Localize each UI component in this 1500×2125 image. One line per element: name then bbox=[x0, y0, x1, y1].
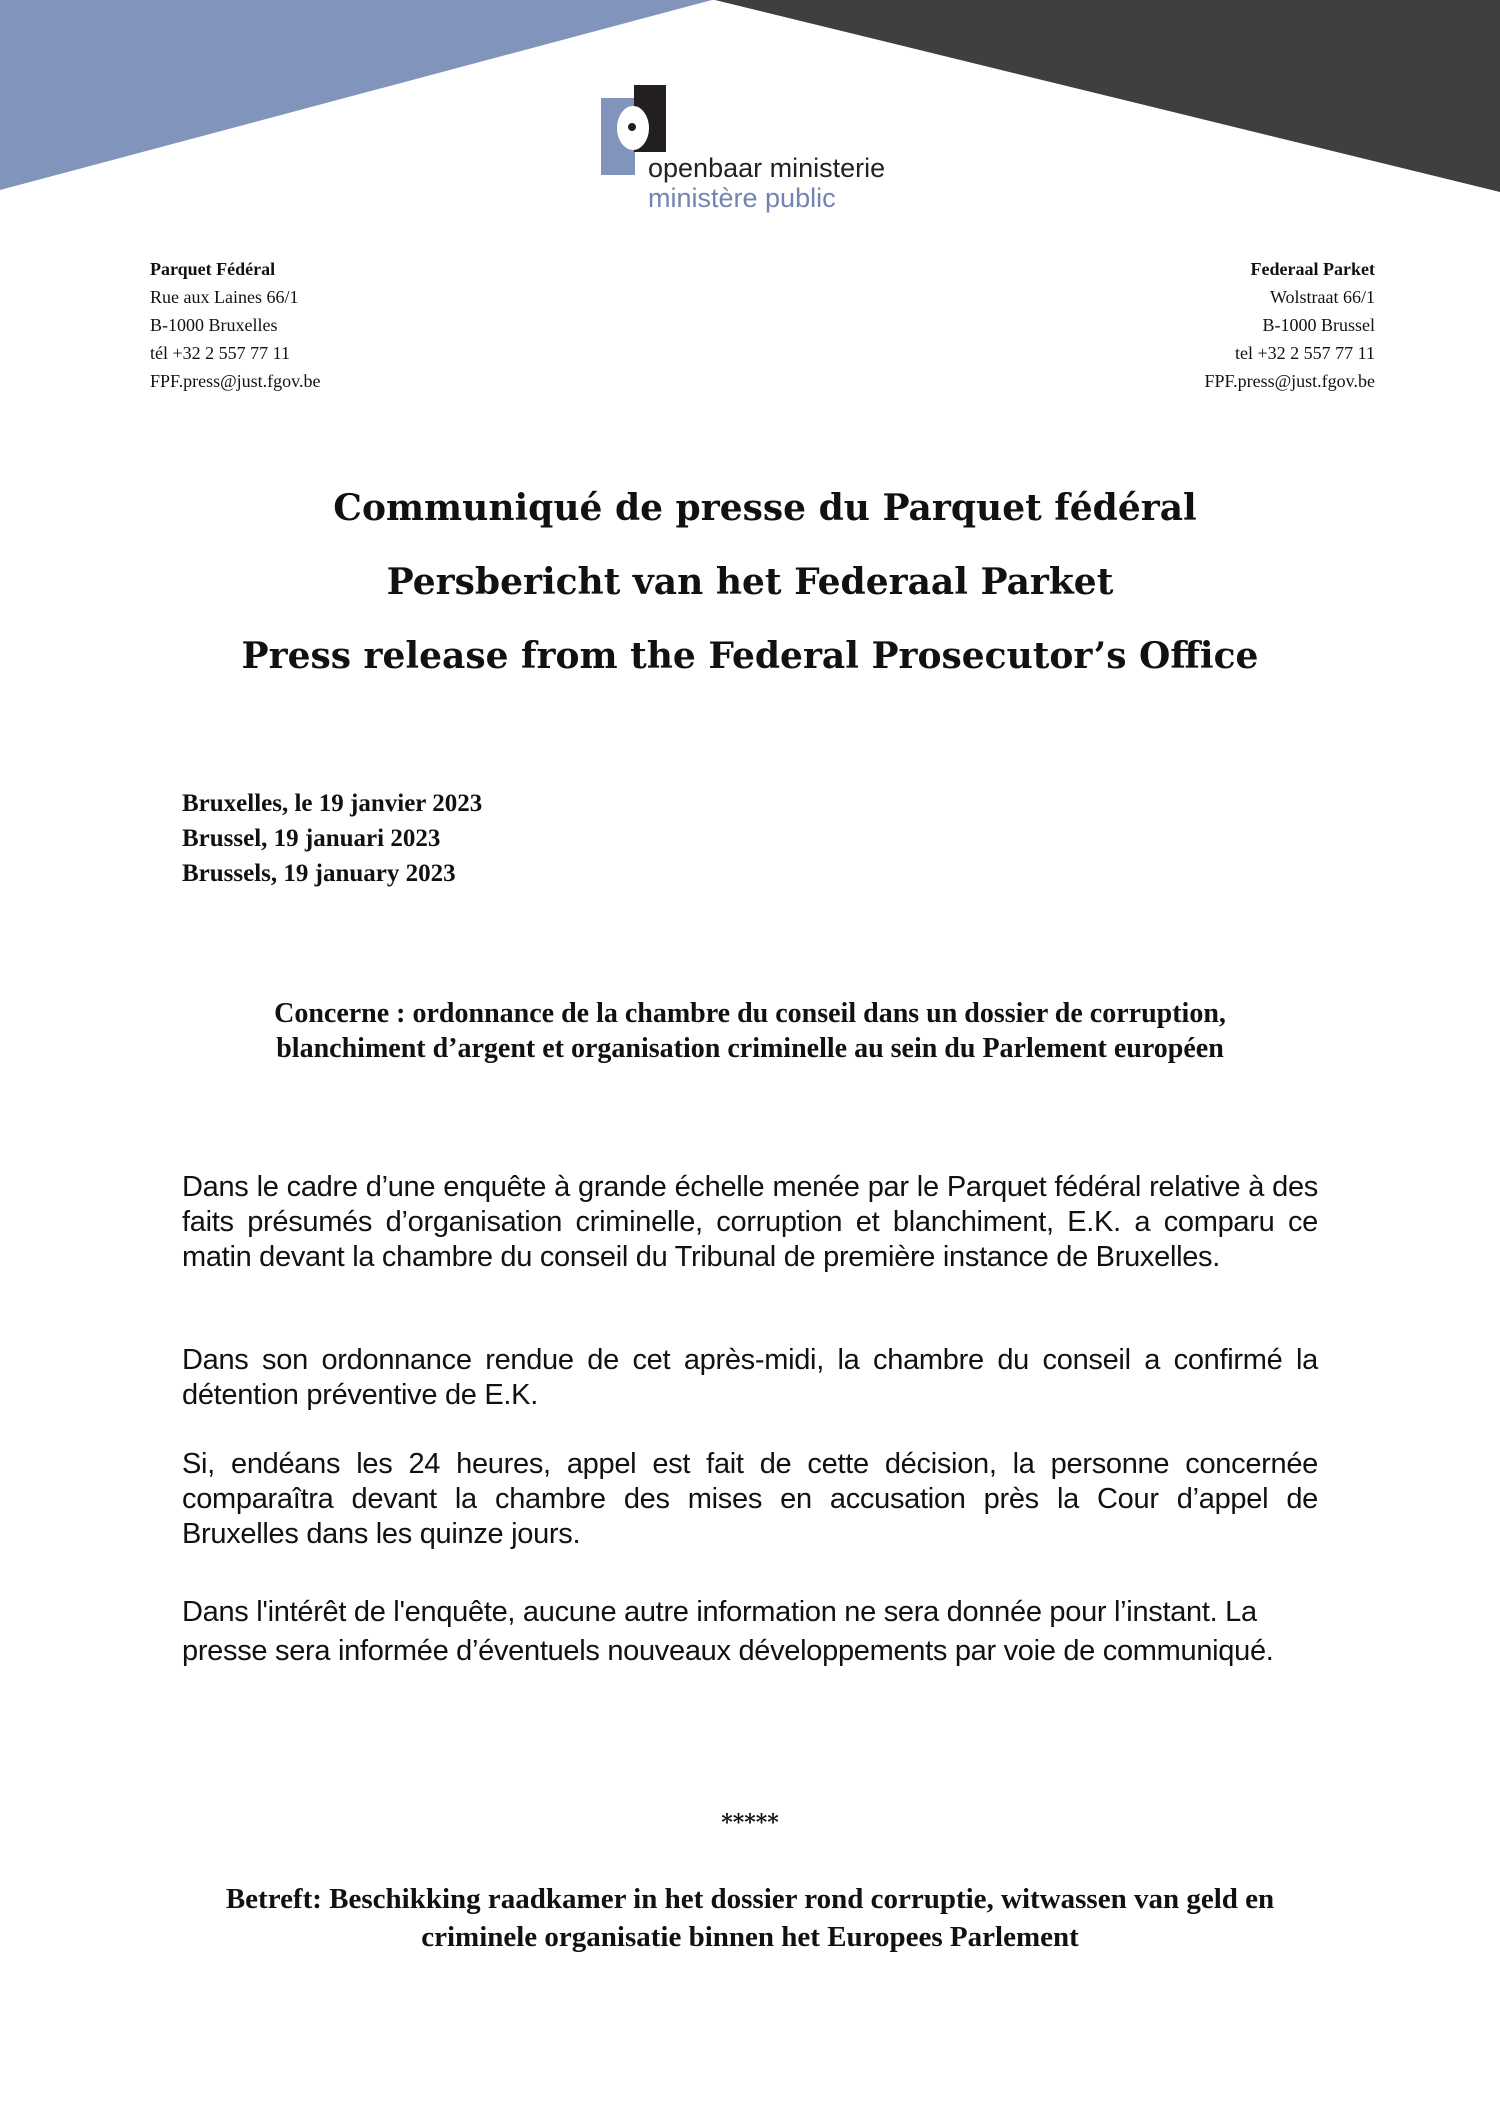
title-french: Communiqué de presse du Parquet fédéral bbox=[333, 487, 1197, 529]
street: Wolstraat 66/1 bbox=[1269, 287, 1375, 307]
city: B-1000 Bruxelles bbox=[150, 315, 278, 335]
email-link[interactable]: FPF.press@just.fgov.be bbox=[1204, 371, 1375, 391]
title-english: Press release from the Federal Prosecutor’s Office bbox=[241, 635, 1259, 677]
phone: tel +32 2 557 77 11 bbox=[1235, 343, 1375, 363]
office-name: Parquet Fédéral bbox=[150, 259, 276, 279]
date-dutch: Brussel, 19 januari 2023 bbox=[182, 825, 441, 852]
subject-heading-dutch: Betreft: Beschikking raadkamer in het dossier rond corruptie, witwassen van geld en criminele organisatie binnen het Europees Parlement bbox=[225, 1883, 1275, 1953]
separator: ***** bbox=[721, 1810, 779, 1836]
city: B-1000 Brussel bbox=[1262, 315, 1375, 335]
office-name: Federaal Parket bbox=[1250, 259, 1375, 279]
date-french: Bruxelles, le 19 janvier 2023 bbox=[182, 790, 483, 817]
paragraph: Dans son ordonnance rendue de cet après-midi, la chambre du conseil a confirmé la détention préventive de E.K. bbox=[182, 1344, 1318, 1411]
paragraph: Dans l'intérêt de l'enquête, aucune autre information ne sera donnée pour l’instant. La presse sera informée d’éventuels nouveaux développements par voie de communiqué. bbox=[182, 1596, 1274, 1667]
date-english: Brussels, 19 january 2023 bbox=[182, 860, 456, 887]
dates bbox=[182, 790, 482, 895]
address-right bbox=[1205, 255, 1375, 395]
phone: tél +32 2 557 77 11 bbox=[150, 343, 290, 363]
email-link[interactable]: FPF.press@just.fgov.be bbox=[150, 371, 321, 391]
logo-text-dutch: openbaar ministerie bbox=[648, 153, 886, 183]
address-left bbox=[150, 255, 320, 395]
title-dutch: Persbericht van het Federaal Parket bbox=[386, 561, 1114, 603]
paragraph: Si, endéans les 24 heures, appel est fait de cette décision, la personne concernée comparaîtra devant la chambre des mises en accusation près la Cour d’appel de Bruxelles dans les quinze jours. bbox=[182, 1448, 1318, 1550]
street: Rue aux Laines 66/1 bbox=[150, 287, 299, 307]
paragraph: Dans le cadre d’une enquête à grande échelle menée par le Parquet fédéral relative à des faits présumés d’organisation criminelle, corruption et blanchiment, E.K. a comparu ce matin devant la chambre du conseil du Tribunal de première instance de Bruxelles. bbox=[182, 1171, 1318, 1273]
logo-text-french: ministère public bbox=[648, 183, 836, 213]
subject-heading: Concerne : ordonnance de la chambre du conseil dans un dossier de corruption, blanchiment d’argent et organisation criminelle au sein du Parlement européen bbox=[274, 998, 1226, 1064]
